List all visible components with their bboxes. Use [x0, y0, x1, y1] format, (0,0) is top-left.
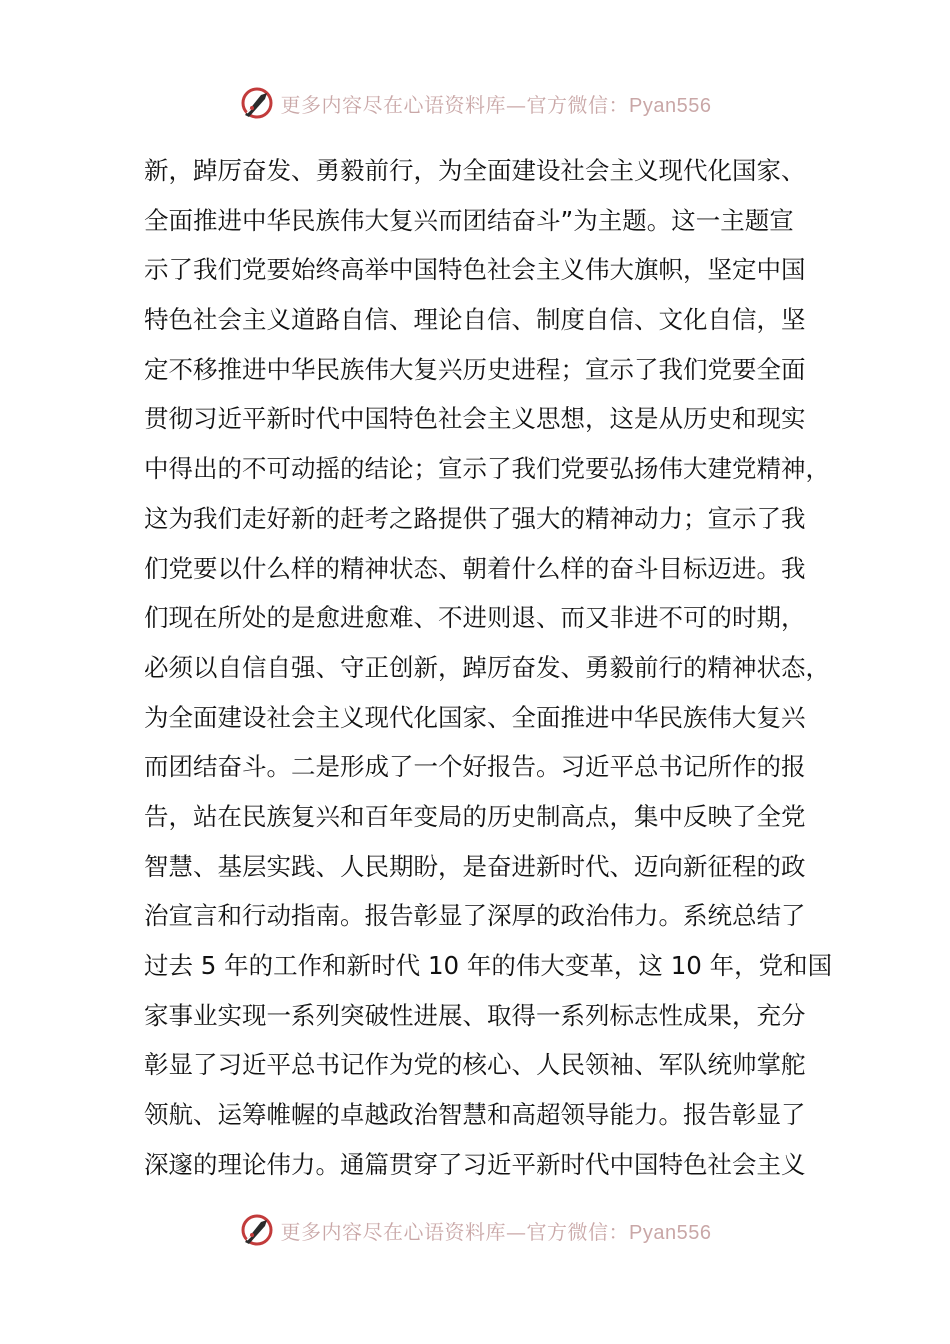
text-line: 们现在所处的是愈进愈难、不进则退、而又非进不可的时期， [144, 603, 806, 633]
text-line: 为全面建设社会主义现代化国家、全面推进中华民族伟大复兴 [144, 702, 806, 732]
header-wechat-label: 官方微信： [526, 92, 630, 117]
text-line: 彰显了习近平总书记作为党的核心、人民领袖、军队统帅掌舵 [144, 1050, 806, 1080]
footer-banner [0, 1208, 950, 1252]
pen-nib-logo-icon [239, 1212, 275, 1248]
footer-site-text: 更多内容尽在心语资料库 [280, 1219, 507, 1244]
text-line: 家事业实现一系列突破性进展、取得一系列标志性成果，充分 [144, 1000, 806, 1030]
text-line: 治宣言和行动指南。报告彰显了深厚的政治伟力。系统总结了 [144, 901, 806, 931]
text-line: 特色社会主义道路自信、理论自信、制度自信、文化自信，坚 [144, 305, 806, 335]
text-line: 定不移推进中华民族伟大复兴历史进程；宣示了我们党要全面 [144, 354, 806, 384]
text-line: 深邃的理论伟力。通篇贯穿了习近平新时代中国特色社会主义 [144, 1149, 806, 1179]
header-banner [0, 81, 950, 125]
footer-wechat-label: 官方微信： [526, 1219, 630, 1244]
text-line: 这为我们走好新的赶考之路提供了强大的精神动力；宣示了我 [144, 503, 806, 533]
text-line: 新，踔厉奋发、勇毅前行，为全面建设社会主义现代化国家、 [144, 156, 806, 185]
header-site-text: 更多内容尽在心语资料库 [280, 92, 507, 117]
header-wechat-id: Pyan556 [629, 94, 712, 117]
text-line: 告，站在民族复兴和百年变局的历史制高点，集中反映了全党 [144, 801, 806, 831]
text-line: 全面推进中华民族伟大复兴而团结奋斗”为主题。这一主题宣 [144, 205, 794, 235]
text-line: 中得出的不可动摇的结论；宣示了我们党要弘扬伟大建党精神， [144, 454, 830, 484]
text-line: 必须以自信自强、守正创新，踔厉奋发、勇毅前行的精神状态， [144, 652, 830, 682]
text-line: 而团结奋斗。二是形成了一个好报告。习近平总书记所作的报 [144, 752, 806, 782]
text-line: 贯彻习近平新时代中国特色社会主义思想，这是从历史和现实 [144, 404, 806, 434]
text-line: 领航、运筹帷幄的卓越政治智慧和高超领导能力。报告彰显了 [144, 1100, 806, 1130]
text-line: 智慧、基层实践、人民期盼，是奋进新时代、迈向新征程的政 [144, 851, 806, 881]
header-dash: — [506, 92, 527, 117]
footer-wechat-id: Pyan556 [629, 1221, 712, 1244]
text-line: 示了我们党要始终高举中国特色社会主义伟大旗帜，坚定中国 [144, 255, 806, 285]
pen-nib-logo-icon [239, 85, 275, 121]
text-line: 过去 5 年的工作和新时代 10 年的伟大变革，这 10 年，党和国 [144, 951, 833, 980]
header-text [281, 89, 712, 118]
footer-text [281, 1216, 712, 1245]
footer-dash: — [506, 1219, 527, 1244]
text-line: 们党要以什么样的精神状态、朝着什么样的奋斗目标迈进。我 [144, 553, 806, 583]
document-body [144, 146, 834, 1189]
